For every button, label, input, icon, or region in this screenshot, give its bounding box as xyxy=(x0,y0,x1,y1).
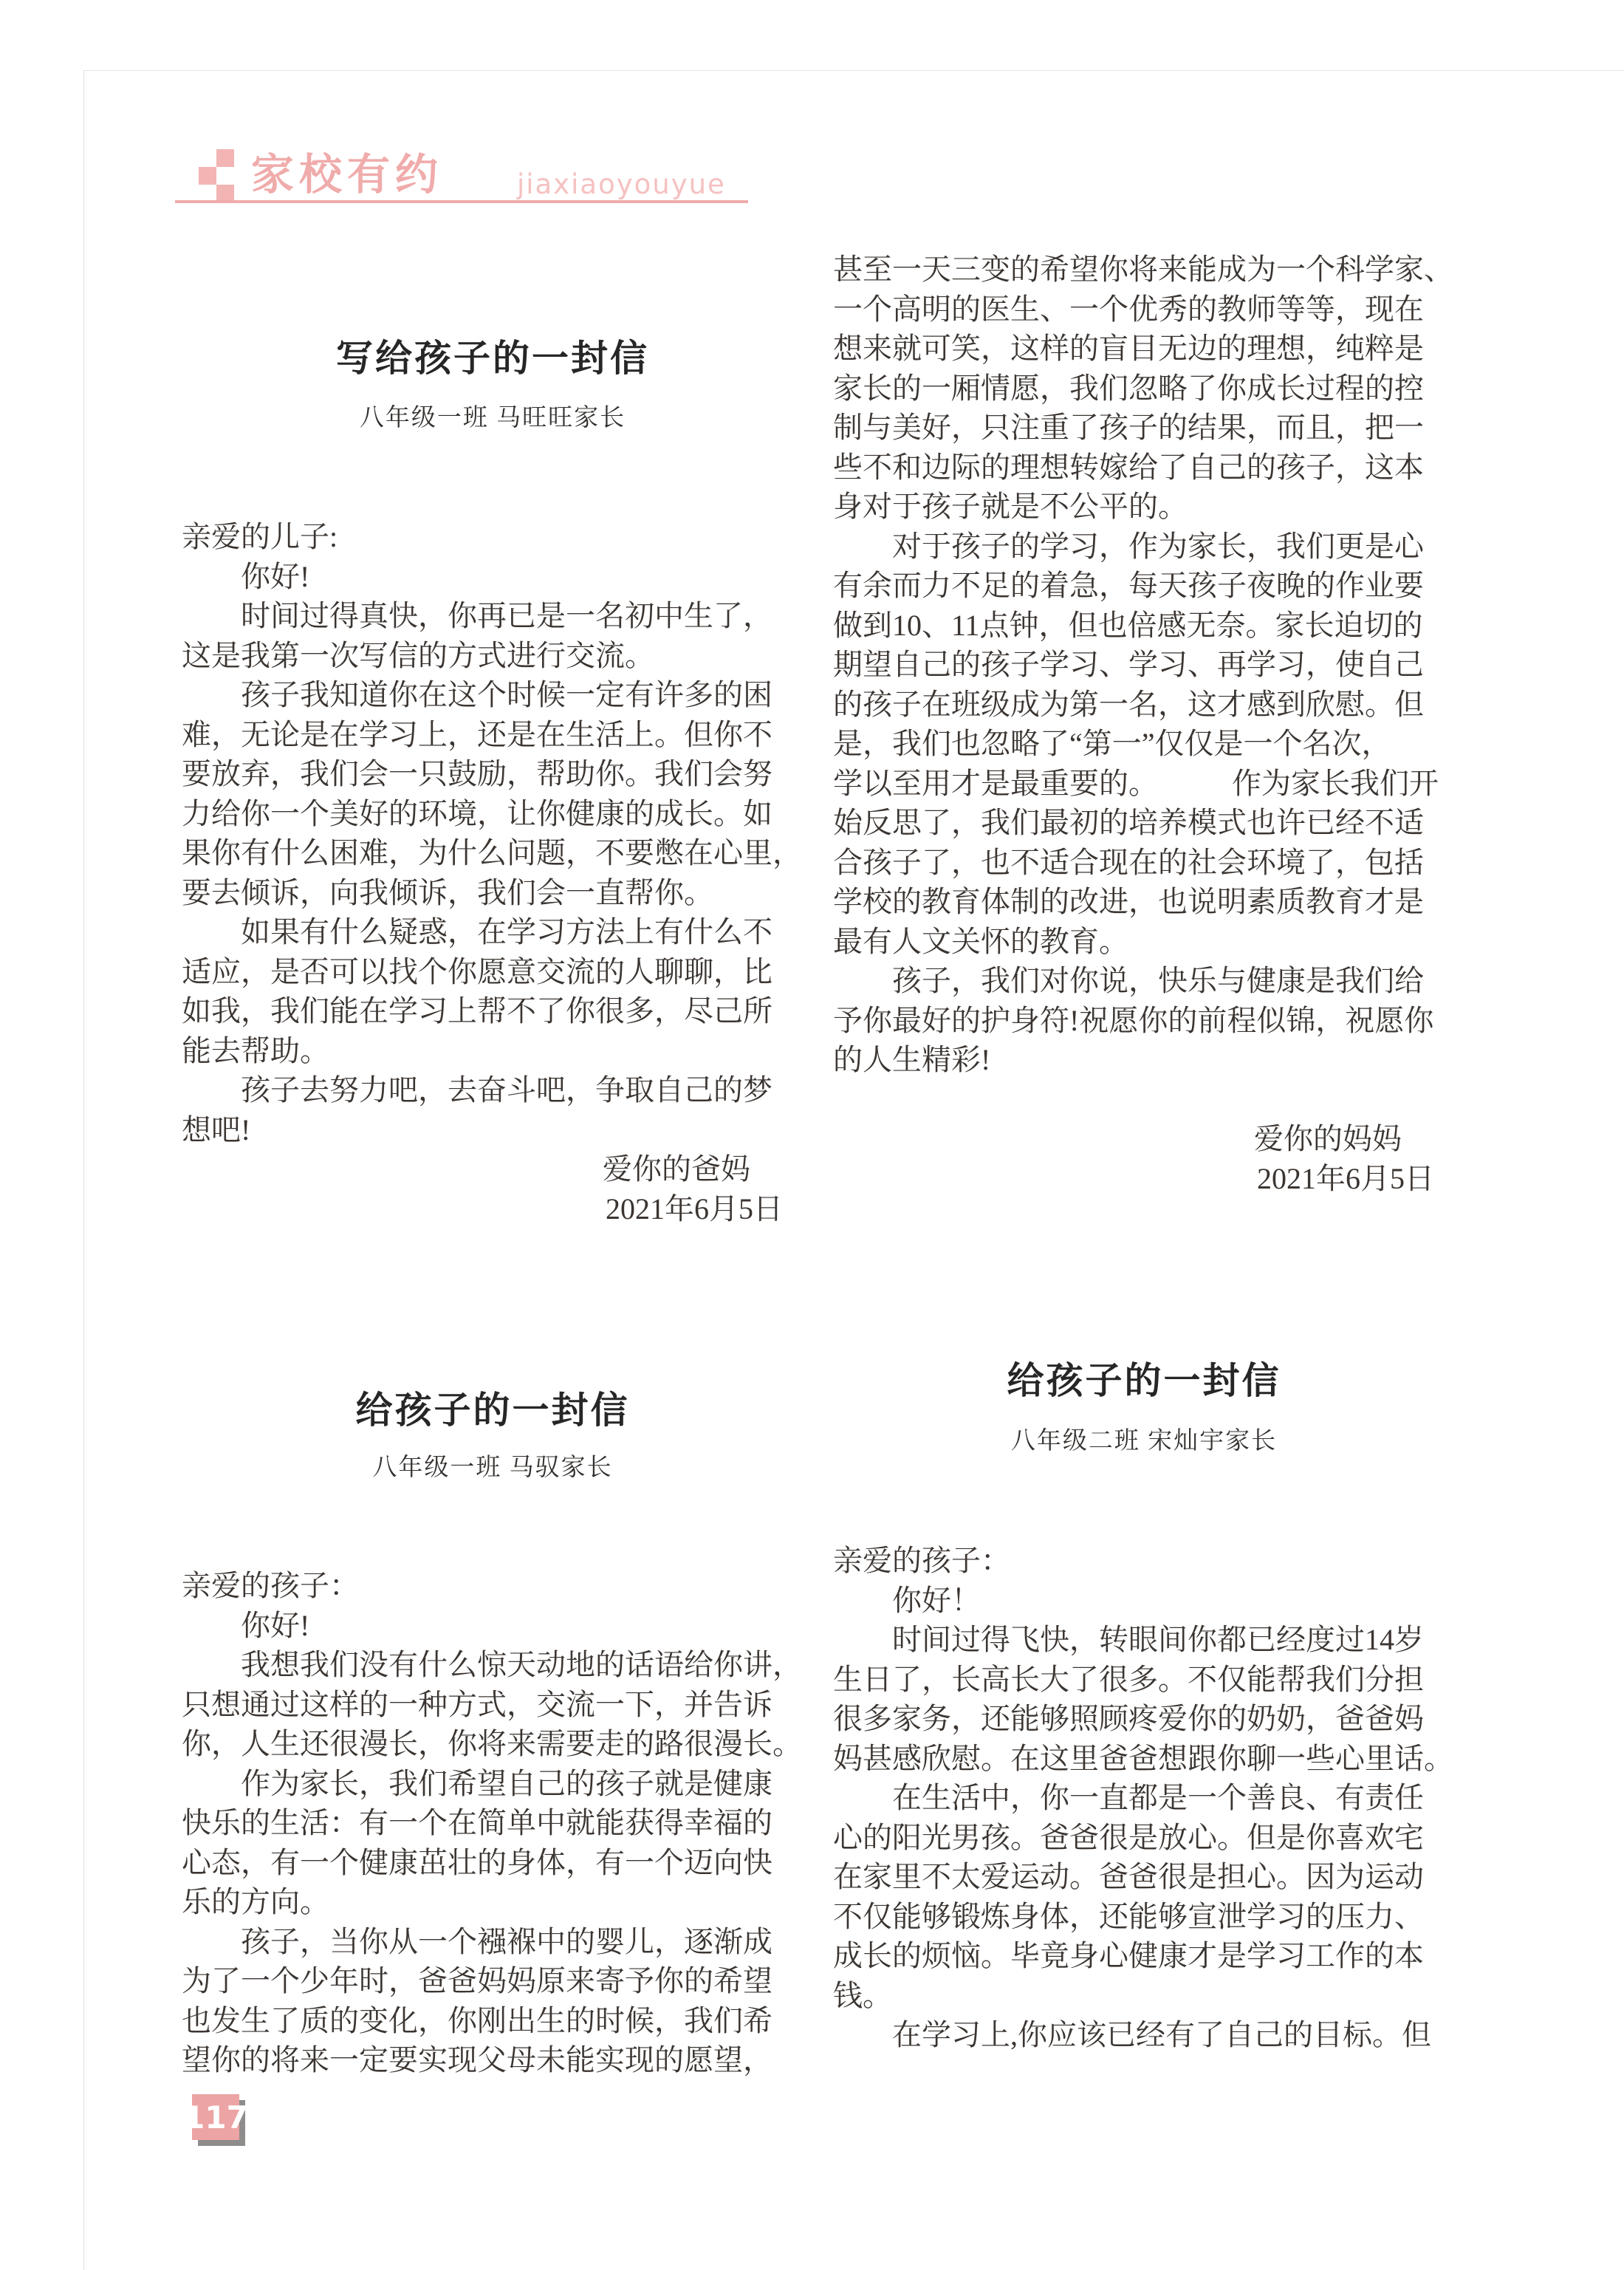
text-line: 始反思了，我们最初的培养模式也许已经不适 xyxy=(833,806,1424,839)
text-line: 你好! xyxy=(182,1608,310,1642)
text-line: 对于孩子的学习，作为家长，我们更是心 xyxy=(833,529,1424,563)
text-line: 如果有什么疑惑，在学习方法上有什么不 xyxy=(182,915,772,948)
text-line: 期望自己的孩子学习、学习、再学习，使自己 xyxy=(833,648,1424,681)
letter1-continued-date: 2021年6月5日 xyxy=(1257,1161,1434,1195)
letter1-signature: 爱你的爸妈 xyxy=(603,1152,750,1186)
text-line: 学校的教育体制的改进，也说明素质教育才是 xyxy=(833,885,1424,918)
letter1-continued-signature: 爱你的妈妈 xyxy=(1254,1122,1402,1155)
text-line: 只想通过这样的一种方式，交流一下，并告诉 xyxy=(182,1687,772,1721)
text-line: 是，我们也忽略了“第一”仅仅是一个名次， xyxy=(833,727,1391,760)
text-line: 在生活中，你一直都是一个善良、有责任 xyxy=(833,1781,1424,1814)
text-line: 在家里不太爱运动。爸爸很是担心。因为运动 xyxy=(833,1860,1424,1893)
page-number-badge: 117 xyxy=(192,2094,239,2140)
text-line: 孩子我知道你在这个时候一定有许多的困 xyxy=(182,678,772,711)
letter3-title: 给孩子的一封信 xyxy=(1007,1360,1281,1401)
letter3-body xyxy=(833,1541,1455,2055)
letter1-byline: 八年级一班 马旺旺家长 xyxy=(359,405,626,431)
letter3-byline: 八年级二班 宋灿宇家长 xyxy=(1010,1428,1278,1454)
text-line: 制与美好，只注重了孩子的结果，而且，把一 xyxy=(833,411,1424,444)
section-banner-pinyin: jiaxiaoyouyue xyxy=(517,168,726,200)
letter2-lines xyxy=(182,1566,804,2080)
text-line: 也发生了质的变化，你刚出生的时候，我们希 xyxy=(182,2003,772,2037)
letter1-lines xyxy=(182,517,804,1149)
text-line: 我想我们没有什么惊天动地的话语给你讲， xyxy=(182,1648,802,1681)
text-line: 孩子，当你从一个襁褓中的婴儿，逐渐成 xyxy=(182,1924,772,1958)
letter1-title: 写给孩子的一封信 xyxy=(336,338,649,379)
text-line: 孩子，我们对你说，快乐与健康是我们给 xyxy=(833,964,1424,997)
text-line: 你好！ xyxy=(833,1583,981,1617)
text-line: 作为家长，我们希望自己的孩子就是健康 xyxy=(182,1766,772,1800)
section-banner-title: 家校有约 xyxy=(251,149,444,199)
text-line: 生日了，长高长大了很多。不仅能帮我们分担 xyxy=(833,1662,1424,1696)
text-line: 如我，我们能在学习上帮不了你很多，尽己所 xyxy=(182,994,772,1028)
text-line: 能去帮助。 xyxy=(182,1033,329,1067)
text-line: 为了一个少年时，爸爸妈妈原来寄予你的希望 xyxy=(182,1964,772,1997)
text-line: 心态，有一个健康茁壮的身体，有一个迈向快 xyxy=(182,1845,772,1879)
text-line: 一个高明的医生、一个优秀的教师等等，现在 xyxy=(833,292,1424,326)
text-line: 做到10、11点钟，但也倍感无奈。家长迫切的 xyxy=(833,608,1423,642)
text-line: 你，人生还很漫长，你将来需要走的路很漫长。 xyxy=(182,1727,802,1760)
text-line: 要放弃，我们会一只鼓励，帮助你。我们会努 xyxy=(182,757,772,790)
text-line: 不仅能够锻炼身体，还能够宣泄学习的压力、 xyxy=(833,1899,1424,1933)
text-line: 钱。 xyxy=(833,1978,892,2012)
checker-square-icon xyxy=(199,167,216,185)
text-line: 最有人文关怀的教育。 xyxy=(833,924,1128,958)
text-line: 心的阳光男孩。爸爸很是放心。但是你喜欢宅 xyxy=(833,1820,1424,1854)
header-rule xyxy=(175,200,748,203)
text-line: 很多家务，还能够照顾疼爱你的奶奶，爸爸妈 xyxy=(833,1702,1424,1735)
text-line: 孩子去努力吧，去奋斗吧，争取自己的梦 xyxy=(182,1073,772,1107)
text-line: 妈甚感欣慰。在这里爸爸想跟你聊一些心里话。 xyxy=(833,1741,1453,1775)
text-line: 家长的一厢情愿，我们忽略了你成长过程的控 xyxy=(833,371,1424,405)
text-line: 你好! xyxy=(182,559,310,593)
page-header xyxy=(0,0,1624,222)
text-line: 力给你一个美好的环境，让你健康的成长。如 xyxy=(182,796,772,830)
text-line: 快乐的生活：有一个在简单中就能获得幸福的 xyxy=(182,1806,772,1839)
letter1-continued-lines xyxy=(833,250,1455,1080)
text-line: 的人生精彩! xyxy=(833,1043,991,1076)
letter1-body xyxy=(182,517,804,1228)
text-line: 适应，是否可以找个你愿意交流的人聊聊，比 xyxy=(182,954,772,988)
text-line: 亲爱的孩子： xyxy=(182,1569,359,1602)
text-line: 合孩子了，也不适合现在的社会环境了，包括 xyxy=(833,845,1424,879)
letter1-continued-body xyxy=(833,250,1455,1198)
text-line: 想吧! xyxy=(182,1112,251,1146)
text-line: 这是我第一次写信的方式进行交流。 xyxy=(182,638,654,672)
text-line: 成长的烦恼。毕竟身心健康才是学习工作的本 xyxy=(833,1939,1424,1972)
text-line: 望你的将来一定要实现父母未能实现的愿望， xyxy=(182,2043,772,2076)
text-line: 想来就可笑，这样的盲目无边的理想，纯粹是 xyxy=(833,332,1424,365)
text-line: 时间过得飞快，转眼间你都已经度过14岁 xyxy=(833,1623,1424,1656)
text-line: 在学习上,你应该已经有了自己的目标。但 xyxy=(833,2018,1431,2051)
text-line: 身对于孩子就是不公平的。 xyxy=(833,490,1188,523)
letter2-body xyxy=(182,1566,804,2080)
letter2-title: 给孩子的一封信 xyxy=(355,1389,630,1431)
text-line: 学以至用才是最重要的。 作为家长我们开 xyxy=(833,766,1439,800)
text-line: 亲爱的儿子: xyxy=(182,520,338,553)
text-line: 甚至一天三变的希望你将来能成为一个科学家、 xyxy=(833,253,1453,286)
text-line: 有余而力不足的着急，每天孩子夜晚的作业要 xyxy=(833,569,1424,602)
text-line: 予你最好的护身符!祝愿你的前程似锦，祝愿你 xyxy=(833,1003,1434,1037)
text-line: 时间过得真快，你再已是一名初中生了， xyxy=(182,599,772,632)
text-line: 些不和边际的理想转嫁给了自己的孩子，这本 xyxy=(833,450,1424,484)
letter1-date: 2021年6月5日 xyxy=(606,1192,783,1225)
text-line: 亲爱的孩子： xyxy=(833,1544,1010,1577)
letter2-byline: 八年级一班 马驭家长 xyxy=(372,1454,613,1481)
text-line: 乐的方向。 xyxy=(182,1885,329,1918)
text-line: 要去倾诉，向我倾诉，我们会一直帮你。 xyxy=(182,875,713,909)
text-line: 难，无论是在学习上，还是在生活上。但你不 xyxy=(182,717,772,751)
letter3-lines xyxy=(833,1541,1455,2055)
checker-square-icon xyxy=(216,149,234,167)
text-line: 的孩子在班级成为第一名，这才感到欣慰。但 xyxy=(833,687,1424,721)
text-line: 果你有什么困难，为什么问题，不要憋在心里， xyxy=(182,836,802,869)
scan-edge-left xyxy=(83,70,84,2270)
